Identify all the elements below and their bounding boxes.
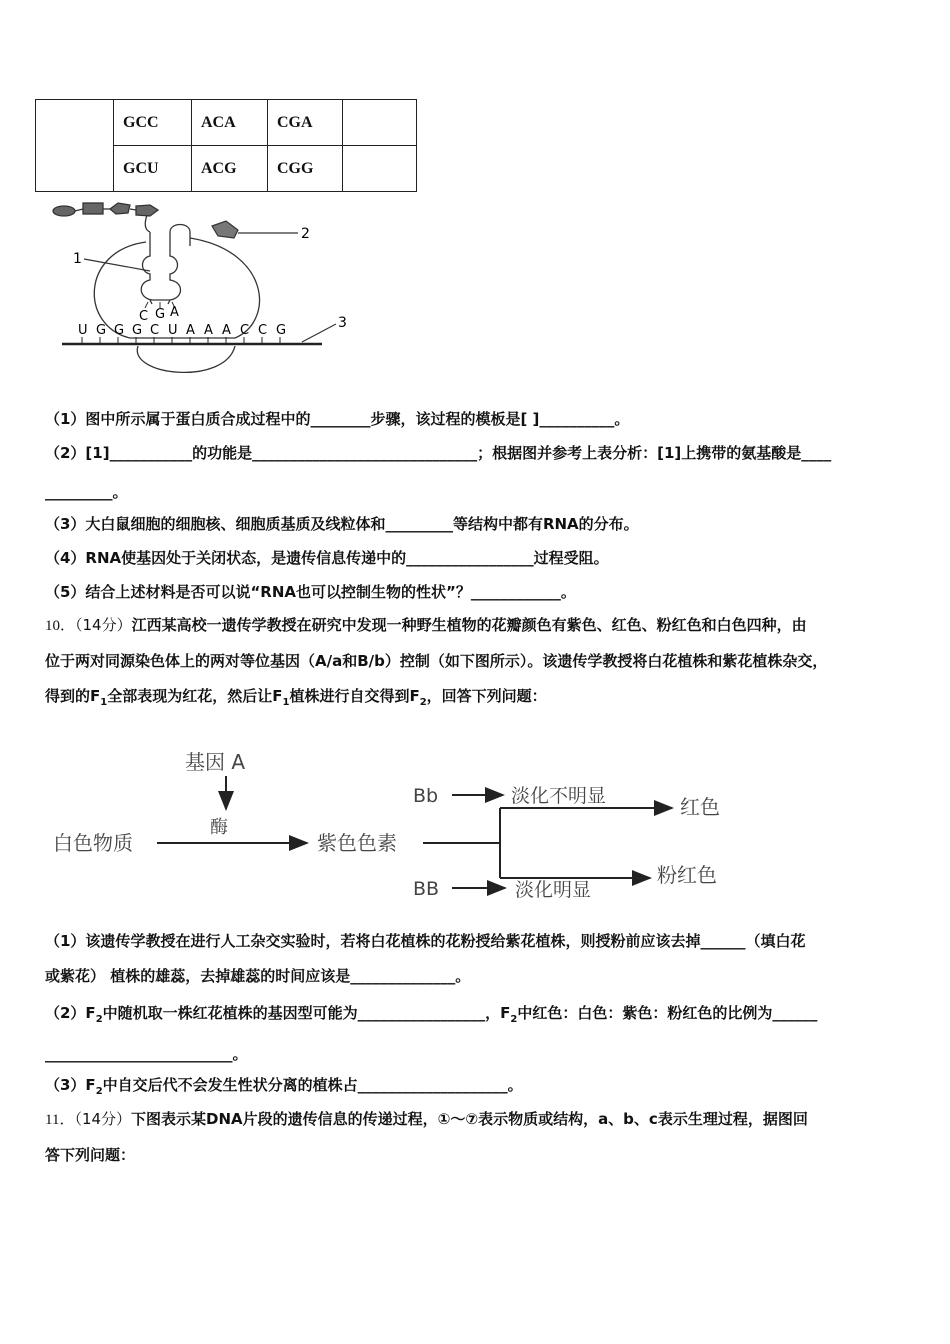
q10-item-2-line-2: _________________________。 (45, 1045, 248, 1063)
subscript: 2 (419, 697, 427, 708)
amino-acid-shape (212, 221, 238, 238)
anticodon-base: G (155, 307, 166, 322)
purple-pigment-label: 紫色色素 (317, 831, 397, 855)
q10-intro-text: 江西某高校一遗传学教授在研究中发现一种野生植物的花瓣颜色有紫色、红色、粉红色和白色四种，由 (131, 616, 807, 634)
q10-item-2 (45, 996, 915, 1072)
q10-intro-line-2: 位于两对同源染色体上的两对等位基因（A/a和B/b）控制（如下图所示）。该遗传学教授将白花植株和紫花植株杂交， (45, 652, 828, 670)
q10-text: （2）F (45, 1004, 96, 1022)
table-cell-empty (343, 100, 417, 146)
mrna-base: C (240, 323, 250, 338)
label-2: 2 (301, 226, 310, 242)
enzyme-label: 酶 (210, 817, 228, 838)
q10-item-1 (45, 924, 915, 994)
genotype-bb-hom: BB (413, 878, 440, 900)
subscript: 2 (95, 1086, 103, 1097)
white-substance-label: 白色物质 (53, 831, 133, 855)
q10-item-2-line-1 (45, 996, 915, 1037)
anticodon (139, 302, 179, 324)
q9-item-1: （1）图中所示属于蛋白质合成过程中的________步骤，该过程的模板是[ ]__________。 (45, 410, 630, 428)
q11-intro-line-1 (45, 1102, 915, 1138)
q9-item-2-continued: _________。 (45, 483, 128, 501)
label-1: 1 (73, 251, 82, 267)
table-cell: CGG (268, 146, 343, 192)
strong-dilution-label: 淡化明显 (515, 879, 592, 901)
mrna-base: G (132, 323, 143, 338)
q11-intro-line-2: 答下列问题： (45, 1146, 136, 1164)
label-3: 3 (338, 315, 347, 331)
q9-item-4: （4）RNA使基因处于关闭状态，是遗传信息传递中的_________________过程受阻。 (45, 549, 609, 567)
table-cell: ACG (192, 146, 268, 192)
table-cell: ACA (192, 100, 268, 146)
gene-a-label: 基因 A (185, 750, 246, 774)
anticodon-base: A (170, 305, 179, 320)
codon-table (35, 99, 417, 192)
q10-intro (45, 608, 915, 720)
mrna-base: A (186, 323, 195, 338)
question-score: （14分） (75, 616, 132, 634)
mrna-base: U (168, 323, 178, 338)
table-cell: GCU (114, 146, 192, 192)
q11-intro-text: 下图表示某DNA片段的遗传信息的传递过程，①～⑦表示物质或结构，a、b、c表示生理过程，据图回 (131, 1110, 808, 1128)
mrna-base: U (78, 323, 88, 338)
q9-item-5: （5）结合上述材料是否可以说“RNA也可以控制生物的性状”？____________。 (45, 583, 576, 601)
subscript: 2 (510, 1014, 518, 1025)
q10-text: （3）F (45, 1076, 96, 1094)
q11-intro (45, 1102, 915, 1173)
weak-dilution-label: 淡化不明显 (511, 785, 607, 807)
mrna-base: C (258, 323, 268, 338)
ribosome-translation-diagram (40, 196, 360, 386)
table-row (36, 100, 417, 146)
mrna-base: A (204, 323, 213, 338)
peptide-chain (53, 203, 158, 216)
table-cell: GCC (114, 100, 192, 146)
question-number: 11． (45, 1112, 75, 1128)
q10-text: 中红色：白色：紫色：粉红色的比例为______ (517, 1004, 818, 1022)
trna-shape (141, 225, 190, 305)
q10-intro-line-1 (45, 608, 915, 644)
question-score: （14分） (74, 1110, 132, 1128)
subscript: 1 (282, 697, 290, 708)
subscript: 1 (100, 697, 108, 708)
question-number: 10． (45, 618, 76, 634)
q10-intro-line-3 (45, 679, 915, 720)
mrna-base: C (150, 323, 160, 338)
q10-item-1-line-2: 或紫花） 植株的雄蕊，去掉雄蕊的时间应该是______________。 (45, 967, 471, 985)
q9-item-2: （2）[1]___________的功能是______________________________；根据图并参考上表分析：[1]上携带的氨基酸是____ (45, 444, 832, 462)
table-cell: CGA (268, 100, 343, 146)
genotype-bb-het: Bb (413, 785, 439, 807)
red-color-label: 红色 (680, 795, 720, 819)
mrna-sequence (78, 323, 286, 338)
q10-item-1-line-1: （1）该遗传学教授在进行人工杂交实验时，若将白花植株的花粉授给紫花植株，则授粉前应该去掉______（填白花 (45, 932, 806, 950)
q10-text: 中自交后代不会发生性状分离的植株占____________________。 (102, 1076, 523, 1094)
q9-item-3: （3）大白鼠细胞的细胞核、细胞质基质及线粒体和_________等结构中都有RNA的分布。 (45, 515, 639, 533)
q10-text: ，回答下列问题： (426, 687, 547, 705)
q10-text: 中随机取一株红花植株的基因型可能为_________________，F (102, 1004, 511, 1022)
table-cell-empty (343, 146, 417, 192)
q10-text: 得到的F (45, 687, 101, 705)
pigment-pathway-diagram (45, 740, 745, 910)
mrna-base: G (96, 323, 107, 338)
mrna-base: A (222, 323, 231, 338)
table-cell-empty (36, 100, 114, 192)
q10-text: 植株进行自交得到F (289, 687, 420, 705)
q10-text: 全部表现为红花，然后让F (107, 687, 283, 705)
anticodon-base: C (139, 309, 149, 324)
subscript: 2 (95, 1014, 103, 1025)
mrna-base: G (276, 323, 287, 338)
mrna-base: G (114, 323, 125, 338)
pink-color-label: 粉红色 (657, 863, 717, 887)
